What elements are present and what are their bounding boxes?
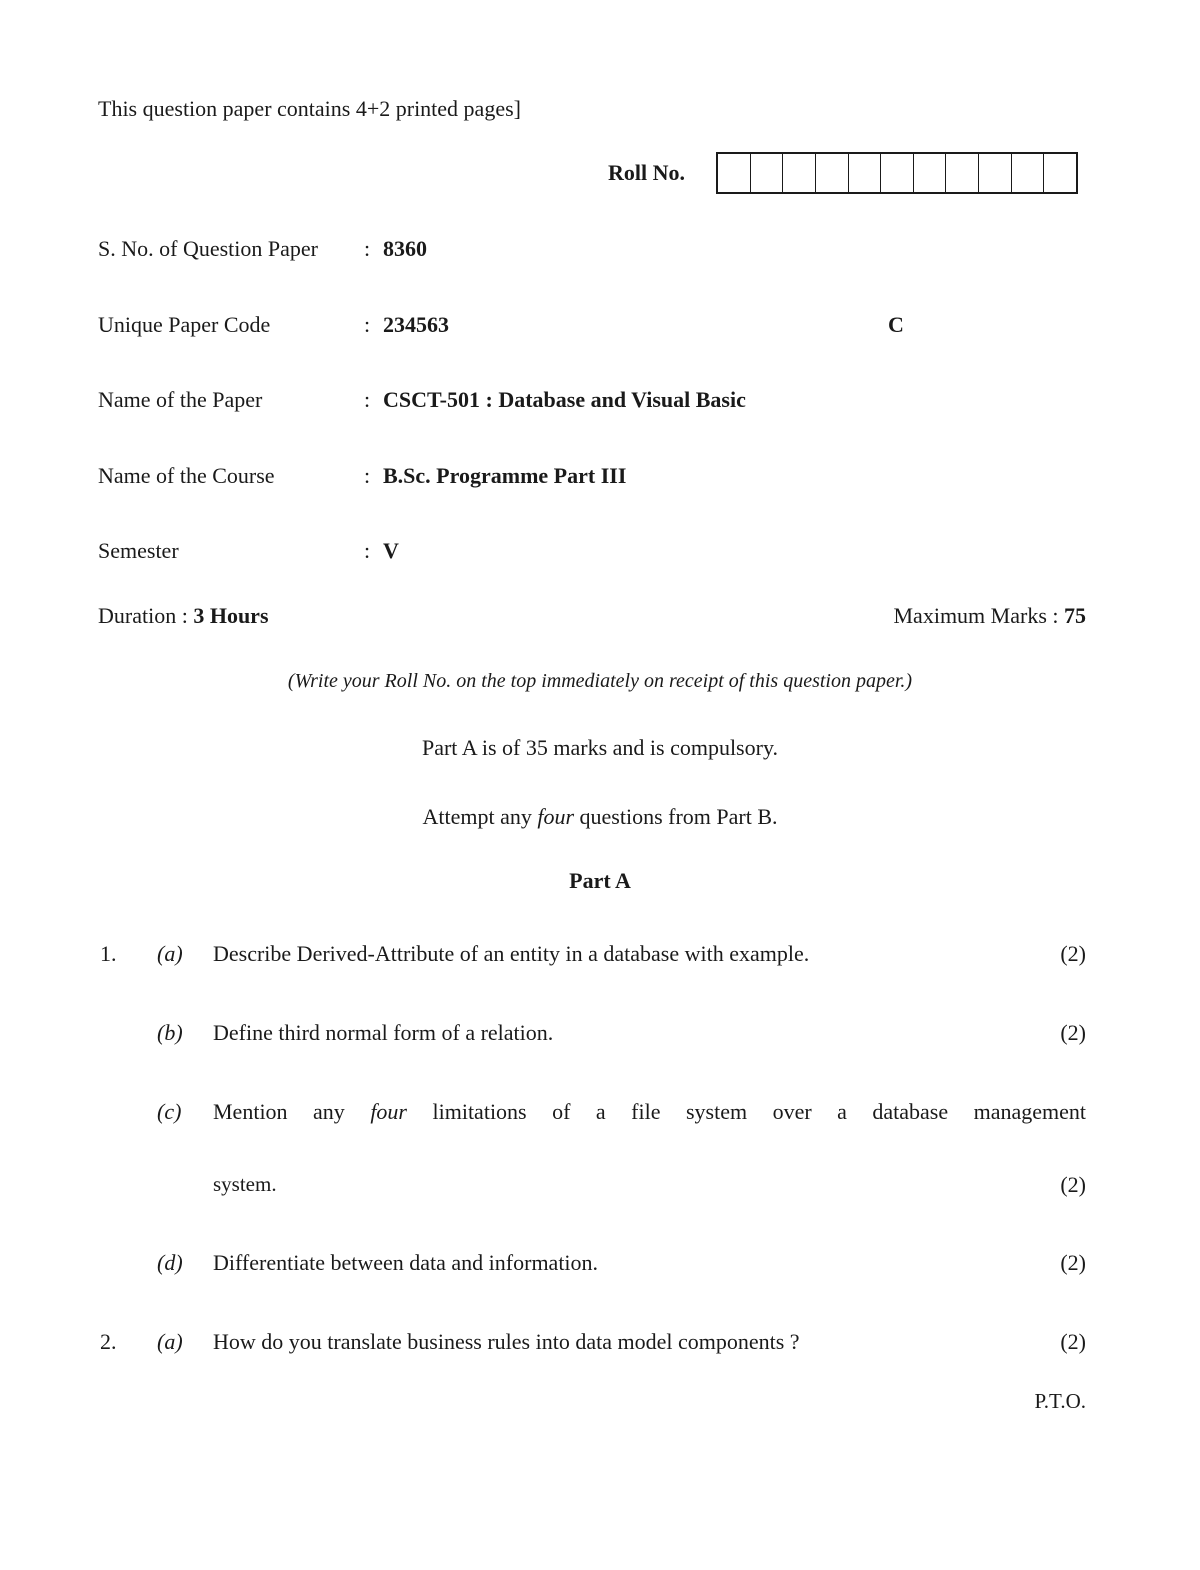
detail-colon: : — [364, 463, 371, 488]
roll-cell[interactable] — [816, 154, 849, 192]
duration-label: Duration : — [98, 603, 188, 628]
question-marks: (2) — [1060, 1172, 1086, 1197]
attempt-pre: Attempt any — [422, 804, 532, 829]
question-text-pre: Mention any — [213, 1099, 345, 1124]
roll-cell[interactable] — [881, 154, 914, 192]
roll-cell[interactable] — [979, 154, 1012, 192]
question-text: Define third normal form of a relation. — [213, 1020, 554, 1045]
roll-cell[interactable] — [849, 154, 882, 192]
roll-cell[interactable] — [1044, 154, 1076, 192]
question-marks: (2) — [1060, 1020, 1086, 1045]
detail-label-semester: Semester — [98, 538, 179, 563]
attempt-post: questions from Part B. — [579, 804, 778, 829]
question-number: 2. — [100, 1329, 117, 1354]
part-a-instruction: Part A is of 35 marks and is compulsory. — [421, 735, 779, 760]
question-text-post: limitations of a file system over a database management — [432, 1099, 1087, 1124]
roll-cell[interactable] — [751, 154, 784, 192]
pto-note: P.T.O. — [1034, 1389, 1086, 1413]
roll-cell[interactable] — [1012, 154, 1045, 192]
roll-cell[interactable] — [914, 154, 947, 192]
max-marks-value: 75 — [1064, 603, 1086, 628]
question-text: How do you translate business rules into data model components ? — [213, 1329, 800, 1354]
question-text-em: four — [370, 1099, 407, 1124]
detail-colon: : — [364, 387, 371, 412]
question-label: (a) — [157, 1329, 183, 1354]
question-number: 1. — [100, 941, 117, 966]
detail-value-serial: 8360 — [383, 236, 427, 261]
question-label: (b) — [157, 1020, 183, 1045]
roll-cell[interactable] — [783, 154, 816, 192]
set-code: C — [888, 312, 904, 337]
part-heading: Part A — [569, 868, 631, 893]
detail-colon: : — [364, 312, 371, 337]
question-text: Differentiate between data and information. — [213, 1250, 599, 1275]
detail-value-course: B.Sc. Programme Part III — [383, 463, 627, 488]
question-text-continued: system. — [213, 1172, 277, 1196]
roll-label: Roll No. — [608, 160, 685, 185]
attempt-instruction — [0, 804, 1200, 830]
detail-label-paper: Name of the Paper — [98, 387, 263, 412]
attempt-em: four — [537, 804, 575, 829]
question-marks: (2) — [1060, 1329, 1086, 1354]
question-text — [213, 1099, 1086, 1125]
duration-value: 3 Hours — [193, 603, 269, 628]
roll-instruction: (Write your Roll No. on the top immediately on receipt of this question paper.) — [287, 670, 913, 692]
detail-colon: : — [364, 236, 371, 261]
detail-label-course: Name of the Course — [98, 463, 275, 488]
detail-value-semester: V — [383, 538, 399, 563]
roll-cell[interactable] — [946, 154, 979, 192]
roll-number-boxes[interactable] — [716, 152, 1078, 194]
question-text: Describe Derived-Attribute of an entity in a database with example. — [213, 941, 810, 966]
detail-value-code: 234563 — [383, 312, 449, 337]
max-marks-label: Maximum Marks : — [893, 603, 1059, 628]
max-marks — [894, 603, 1087, 629]
detail-value-paper: CSCT-501 : Database and Visual Basic — [383, 387, 746, 412]
question-label: (d) — [157, 1250, 183, 1275]
question-marks: (2) — [1060, 1250, 1086, 1275]
pages-note: This question paper contains 4+2 printed pages] — [98, 96, 521, 121]
question-label: (a) — [157, 941, 183, 966]
duration — [98, 603, 269, 629]
detail-label-serial: S. No. of Question Paper — [98, 236, 318, 261]
detail-colon: : — [364, 538, 371, 563]
roll-cell[interactable] — [718, 154, 751, 192]
question-label: (c) — [157, 1099, 182, 1124]
question-marks: (2) — [1060, 941, 1086, 966]
detail-label-code: Unique Paper Code — [98, 312, 271, 337]
